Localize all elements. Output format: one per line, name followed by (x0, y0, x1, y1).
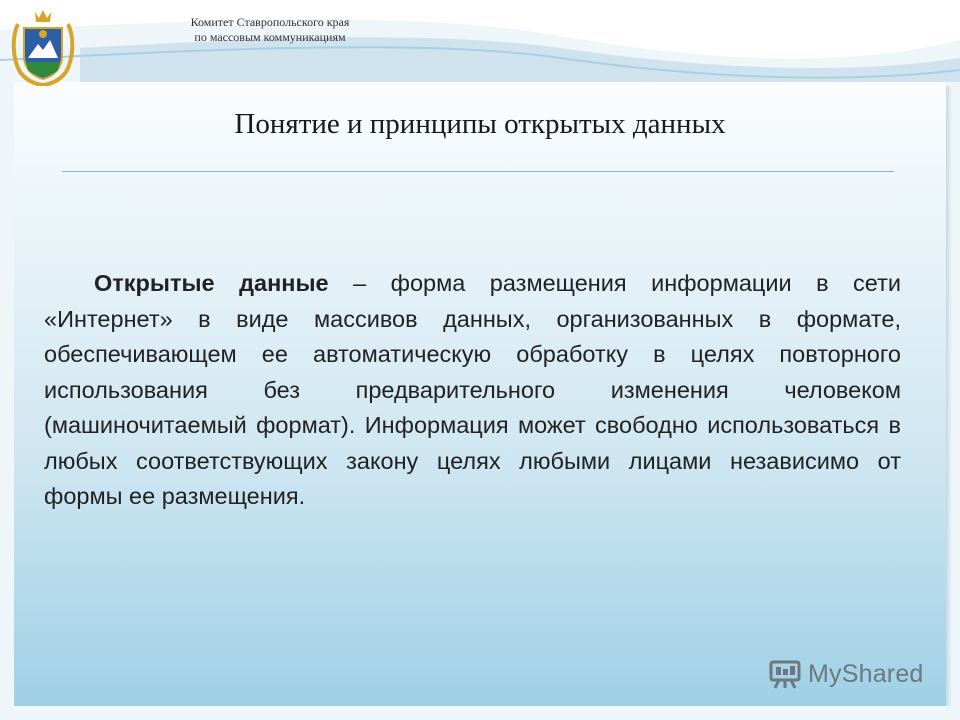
slide-title: Понятие и принципы открытых данных (234, 108, 726, 140)
definition-paragraph (44, 266, 901, 515)
organization-name (130, 15, 410, 45)
title-divider (62, 171, 894, 172)
org-line-1: Комитет Ставропольского края (190, 15, 350, 29)
definition-text: – форма размещения информации в сети «Интернет» в виде массивов данных, организованных в формате, обеспечивающем ее автоматическую обработку в целях повторного использования без предварительного изменения человеком (машиночитаемый формат). Информация может свободно использоваться в любых соответствующих закону целях любыми лицами независимо от формы ее размещения. (44, 270, 901, 509)
myshared-watermark (768, 656, 924, 692)
panel-shadow (946, 86, 952, 706)
coat-of-arms-icon (10, 6, 76, 86)
definition-term: Открытые данные (94, 270, 329, 296)
org-line-2: по массовым коммуникациям (194, 30, 346, 44)
myshared-logo-icon (768, 657, 802, 691)
watermark-text: MyShared (808, 659, 924, 688)
